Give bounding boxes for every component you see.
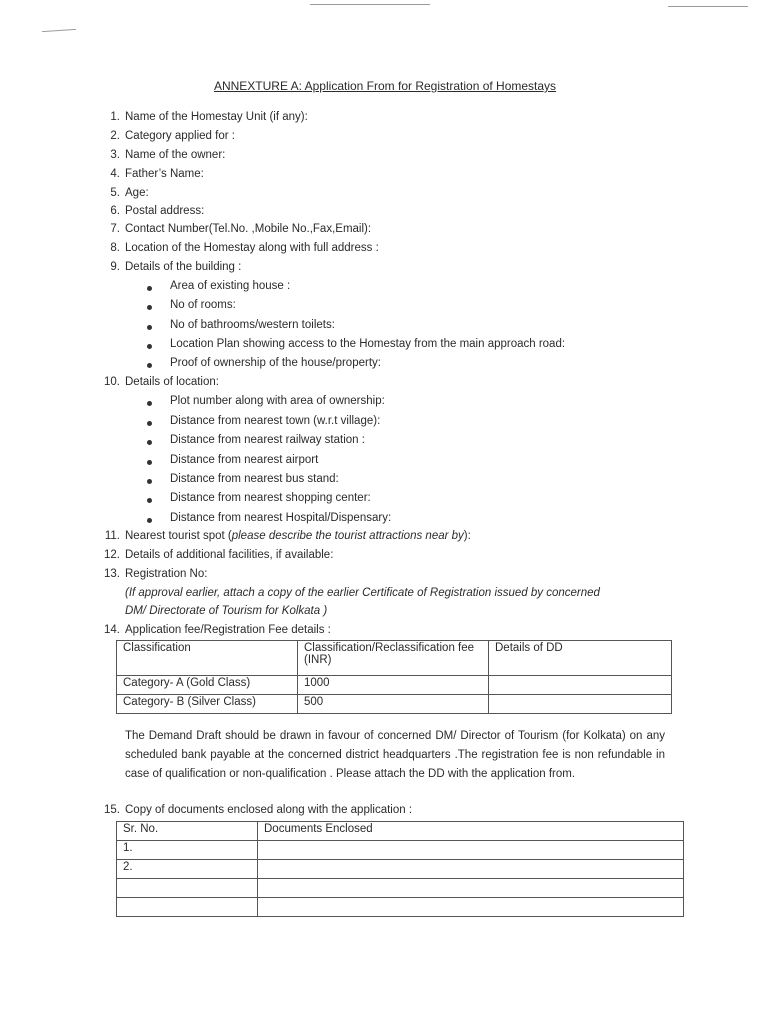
item-label: Name of the Homestay Unit (if any):	[125, 111, 308, 123]
item-label: Category applied for :	[125, 130, 235, 142]
item-label: Father’s Name:	[125, 168, 204, 180]
item-number: 2.	[110, 130, 120, 142]
list-item: Plot number along with area of ownership:	[170, 395, 385, 407]
item-label: Copy of documents enclosed along with the application :	[125, 804, 413, 816]
table-header-row	[117, 641, 672, 676]
table-cell[interactable]	[258, 860, 684, 879]
table-row	[117, 695, 672, 714]
item-label: Details of additional facilities, if available:	[125, 549, 334, 561]
table-cell[interactable]	[258, 841, 684, 860]
scan-mark	[668, 6, 748, 7]
item-number: 15.	[104, 804, 120, 816]
list-item: Distance from nearest airport	[170, 454, 319, 466]
table-header-cell: Documents Enclosed	[258, 822, 684, 841]
table-cell[interactable]	[489, 695, 672, 714]
list-item: Distance from nearest Hospital/Dispensary:	[170, 512, 392, 524]
table-row	[117, 898, 684, 917]
list-item: Location Plan showing access to the Homestay from the main approach road:	[170, 338, 566, 350]
item-number: 7.	[110, 223, 120, 235]
item-number: 9.	[110, 261, 120, 273]
item-number: 10.	[104, 376, 120, 388]
table-header-cell: Sr. No.	[117, 822, 258, 841]
list-item: Area of existing house :	[170, 280, 291, 292]
item-label: Name of the owner:	[125, 149, 226, 161]
page-title: ANNEXTURE A: Application From for Registration of Homestays	[213, 79, 557, 93]
list-item: No of rooms:	[170, 299, 236, 311]
item-number: 14.	[104, 624, 120, 636]
bullet-icon	[147, 325, 152, 330]
bullet-icon	[147, 401, 152, 406]
registration-note: (If approval earlier, attach a copy of the earlier Certificate of Registration issued by concerned	[125, 587, 600, 599]
item-label: Details of location:	[125, 376, 219, 388]
item-label: Contact Number(Tel.No. ,Mobile No.,Fax,Email):	[125, 223, 372, 235]
bullet-icon	[147, 421, 152, 426]
table-cell	[117, 879, 258, 898]
item-label: Details of the building :	[125, 261, 242, 273]
scan-mark	[42, 29, 76, 32]
table-cell[interactable]	[258, 879, 684, 898]
table-cell: Category- A (Gold Class)	[117, 676, 298, 695]
item-label: Nearest tourist spot (please describe the tourist attractions near by):	[125, 530, 471, 542]
bullet-icon	[147, 363, 152, 368]
bullet-icon	[147, 286, 152, 291]
table-cell: 1000	[298, 676, 489, 695]
item-number: 13.	[104, 568, 120, 580]
table-header-cell: Classification/Reclassification fee (INR)	[298, 641, 489, 676]
bullet-icon	[147, 440, 152, 445]
table-header-cell: Classification	[117, 641, 298, 676]
table-row	[117, 879, 684, 898]
table-row	[117, 676, 672, 695]
item-number: 1.	[110, 111, 120, 123]
bullet-icon	[147, 479, 152, 484]
registration-note: DM/ Directorate of Tourism for Kolkata )	[125, 605, 328, 617]
bullet-icon	[147, 305, 152, 310]
item-label: Registration No:	[125, 568, 208, 580]
list-item: No of bathrooms/western toilets:	[170, 319, 335, 331]
list-item: Distance from nearest shopping center:	[170, 492, 371, 504]
table-header-cell: Details of DD	[489, 641, 672, 676]
bullet-icon	[147, 518, 152, 523]
item-label: Location of the Homestay along with full address :	[125, 242, 379, 254]
table-cell: 1.	[117, 841, 258, 860]
item-label: Age:	[125, 187, 149, 199]
table-cell: 500	[298, 695, 489, 714]
item-number: 5.	[110, 187, 120, 199]
fee-table	[116, 640, 672, 714]
item-label: Postal address:	[125, 205, 205, 217]
scan-mark	[310, 4, 430, 5]
table-cell[interactable]	[258, 898, 684, 917]
demand-draft-paragraph: The Demand Draft should be drawn in favour of concerned DM/ Director of Tourism (for Kolkata) on any scheduled bank payable at the concerned district headquarters .The registration fee is non refundable in case of qualification or non-qualification . Please attach the DD with the application from.	[125, 730, 665, 780]
list-item: Distance from nearest town (w.r.t village):	[170, 415, 381, 427]
list-item: Distance from nearest railway station :	[170, 434, 365, 446]
table-row	[117, 841, 684, 860]
item-number: 12.	[104, 549, 120, 561]
item-number: 3.	[110, 149, 120, 161]
item-number: 8.	[110, 242, 120, 254]
table-cell	[117, 898, 258, 917]
table-cell: 2.	[117, 860, 258, 879]
bullet-icon	[147, 460, 152, 465]
list-item: Distance from nearest bus stand:	[170, 473, 339, 485]
table-header-row	[117, 822, 684, 841]
list-item: Proof of ownership of the house/property:	[170, 357, 381, 369]
item-number: 11.	[104, 530, 120, 542]
table-cell[interactable]	[489, 676, 672, 695]
bullet-icon	[147, 498, 152, 503]
documents-table	[116, 821, 684, 917]
bullet-icon	[147, 344, 152, 349]
table-cell: Category- B (Silver Class)	[117, 695, 298, 714]
item-label: Application fee/Registration Fee details :	[125, 624, 331, 636]
item-number: 6.	[110, 205, 120, 217]
item-number: 4.	[110, 168, 120, 180]
table-row	[117, 860, 684, 879]
